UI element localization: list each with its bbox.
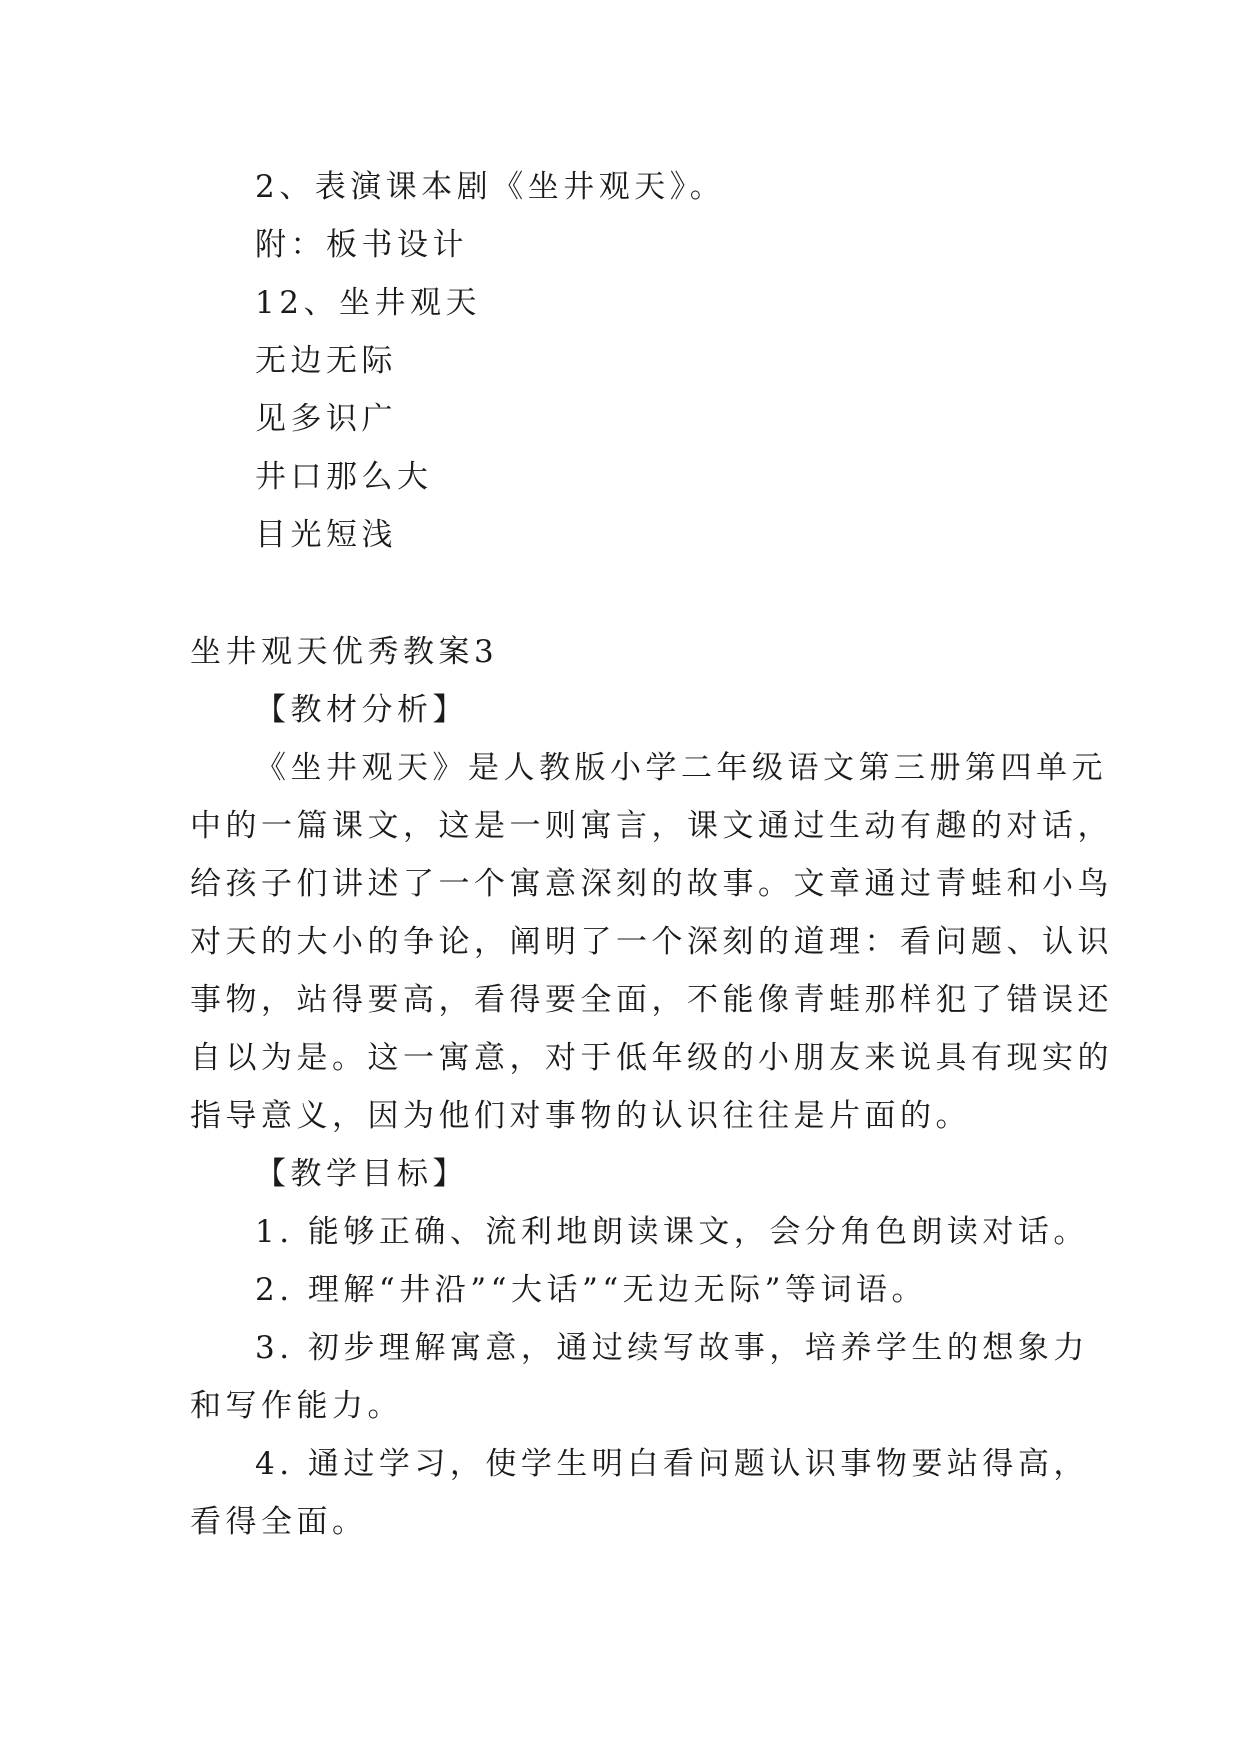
goal-item: 1. 能够正确、流利地朗读课文，会分角色朗读对话。	[255, 1214, 1089, 1250]
board-title: 12、坐井观天	[255, 285, 481, 321]
board-item: 见多识广	[255, 401, 397, 437]
goal-item-continuation: 和写作能力。	[190, 1388, 403, 1424]
analysis-line: 指导意义，因为他们对事物的认识往往是片面的。	[190, 1098, 971, 1134]
board-item: 井口那么大	[255, 459, 433, 495]
section-title: 坐井观天优秀教案3	[190, 634, 499, 670]
analysis-line: 对天的大小的争论，阐明了一个深刻的道理：看问题、认识	[190, 924, 1113, 960]
goal-item: 3. 初步理解寓意，通过续写故事，培养学生的想象力	[255, 1330, 1089, 1366]
analysis-line: 事物，站得要高，看得要全面，不能像青蛙那样犯了错误还	[190, 982, 1113, 1018]
board-item: 无边无际	[255, 343, 397, 379]
analysis-line: 给孩子们讲述了一个寓意深刻的故事。文章通过青蛙和小鸟	[190, 866, 1113, 902]
goal-item: 2. 理解“井沿”“大话”“无边无际”等词语。	[255, 1272, 928, 1308]
goals-heading: 【教学目标】	[255, 1156, 468, 1192]
goal-item-continuation: 看得全面。	[190, 1504, 368, 1540]
analysis-line: 《坐井观天》是人教版小学二年级语文第三册第四单元	[255, 750, 1107, 786]
goal-item: 4. 通过学习，使学生明白看问题认识事物要站得高，	[255, 1446, 1089, 1482]
analysis-line: 自以为是。这一寓意，对于低年级的小朋友来说具有现实的	[190, 1040, 1113, 1076]
list-item-2: 2、表演课本剧《坐井观天》。	[255, 169, 726, 205]
analysis-heading: 【教材分析】	[255, 692, 468, 728]
analysis-line: 中的一篇课文，这是一则寓言，课文通过生动有趣的对话，	[190, 808, 1113, 844]
board-heading: 附：板书设计	[255, 227, 468, 263]
board-item: 目光短浅	[255, 517, 397, 553]
